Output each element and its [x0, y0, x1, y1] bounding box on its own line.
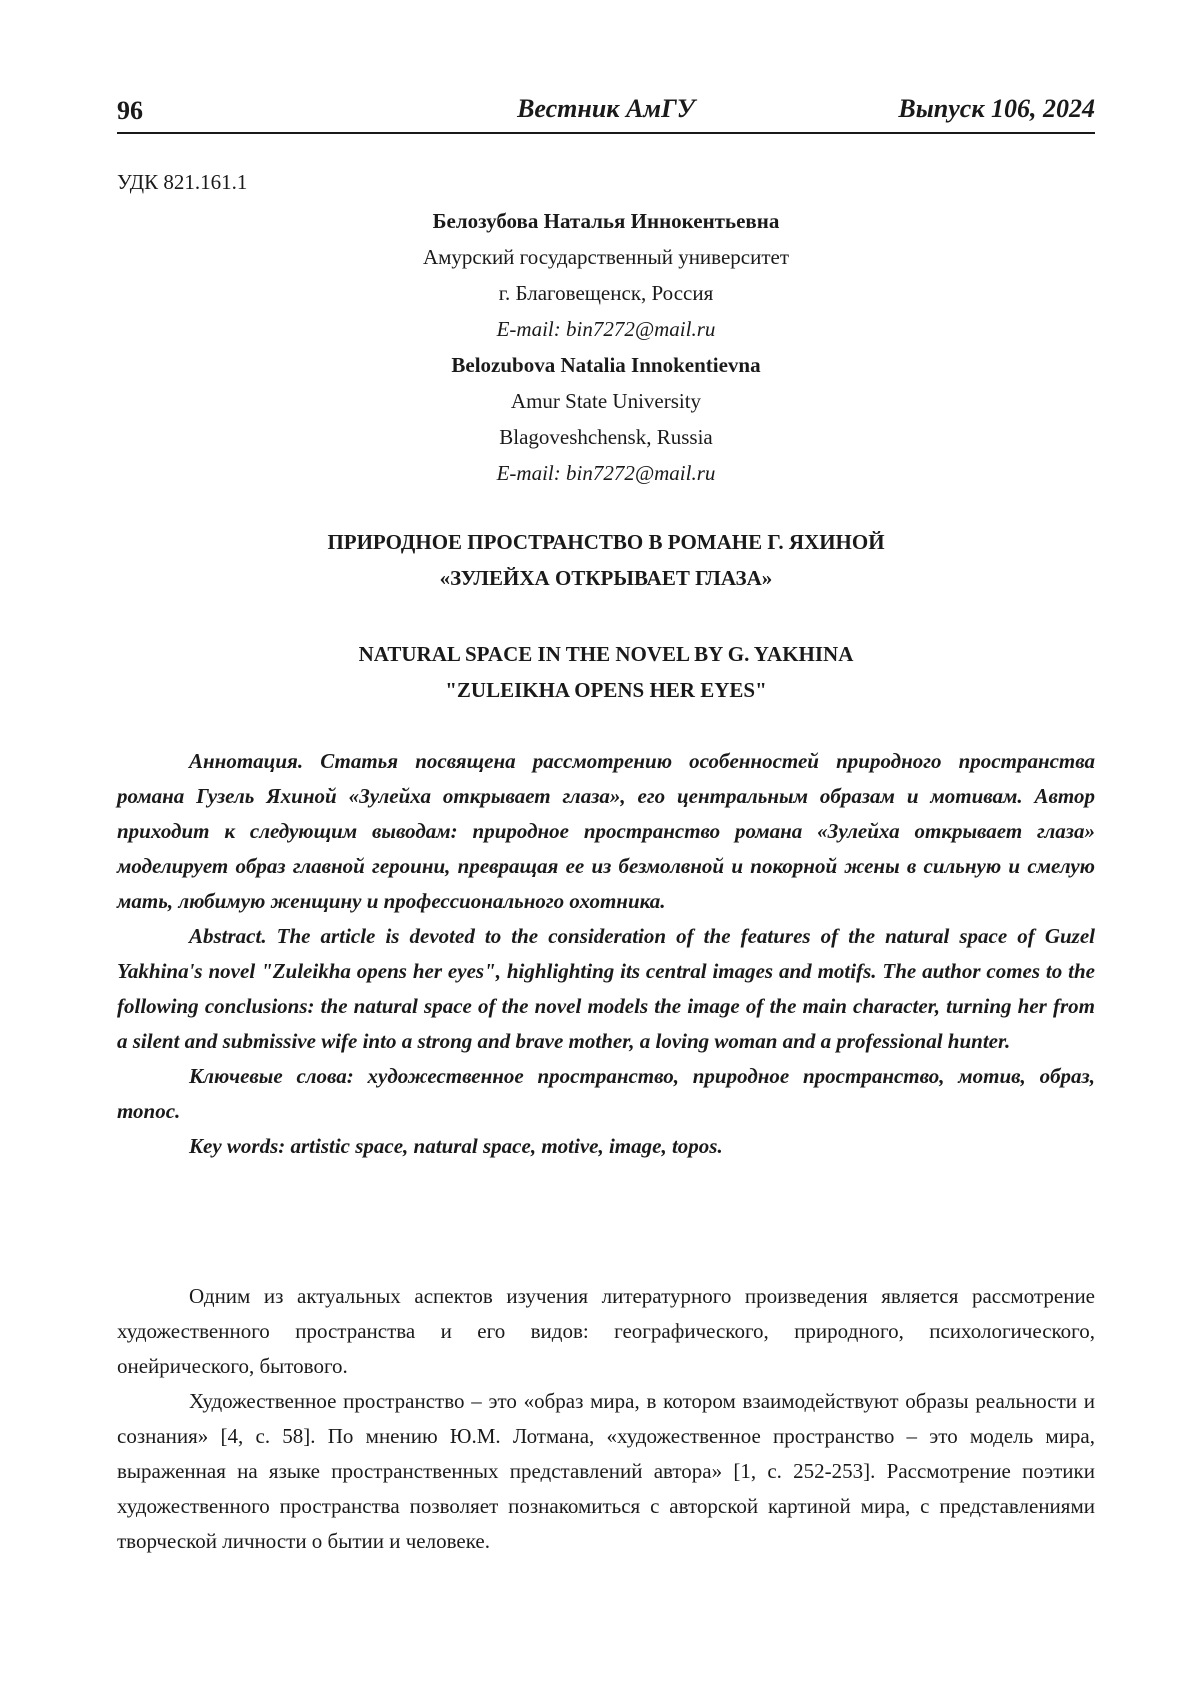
author-email-en: E-mail: bin7272@mail.ru	[496, 461, 716, 485]
body-paragraph-2: Художественное пространство – это «образ мира, в котором взаимодействуют образы реальности и сознания» [4, с. 58]. По мнению Ю.М. Лотмана, «художественное пространство – это модель мира, выраженная на языке пространственных представлений автора» [1, с. 252-253]. Рассмотрение поэтики художественного пространства позволяет познакомиться с авторской картиной мира, с представлениями творческой личности о бытии и человеке.	[117, 1389, 1095, 1553]
issue-info: Выпуск 106, 2024	[898, 94, 1095, 123]
title-ru-line-1: ПРИРОДНОЕ ПРОСТРАНСТВО В РОМАНЕ Г. ЯХИНОЙ	[327, 530, 885, 554]
udc-code: УДК 821.161.1	[117, 170, 248, 194]
author-email-ru: E-mail: bin7272@mail.ru	[496, 317, 716, 341]
keywords-ru: Ключевые слова: художественное пространство, природное пространство, мотив, образ, топос.	[117, 1064, 1095, 1123]
article-body	[117, 1279, 1095, 1559]
page-number: 96	[117, 96, 143, 125]
author-block	[117, 203, 1095, 491]
body-paragraph-1: Одним из актуальных аспектов изучения литературного произведения является рассмотрение художественного пространства и его видов: географического, природного, психологического, онейрического, бытового.	[117, 1284, 1095, 1378]
abstract-en: Abstract. The article is devoted to the consideration of the features of the natural space of Guzel Yakhina's novel "Zuleikha opens her eyes", highlighting its central images and motifs. The author comes to the following conclusions: the natural space of the novel models the image of the main character, turning her from a silent and submissive wife into a strong and brave mother, a loving woman and a professional hunter.	[117, 924, 1095, 1053]
title-en-line-2: "ZULEIKHA OPENS HER EYES"	[445, 678, 767, 702]
author-affiliation-en: Amur State University	[510, 389, 702, 413]
abstract-section	[117, 744, 1095, 1164]
article-title-en	[117, 636, 1095, 708]
author-affiliation-ru: Амурский государственный университет	[422, 245, 790, 269]
author-city-en: Blagoveshchensk, Russia	[499, 425, 713, 449]
author-city-ru: г. Благовещенск, Россия	[498, 281, 714, 305]
article-title-ru	[117, 524, 1095, 596]
abstract-ru: Аннотация. Статья посвящена рассмотрению особенностей природного пространства романа Гузель Яхиной «Зулейха открывает глаза», его центральным образам и мотивам. Автор приходит к следующим выводам: природное пространство романа «Зулейха открывает глаза» моделирует образ главной героини, превращая ее из безмолвной и покорной жены в сильную и смелую мать, любимую женщину и профессионального охотника.	[117, 749, 1095, 913]
title-ru-line-2: «ЗУЛЕЙХА ОТКРЫВАЕТ ГЛАЗА»	[439, 566, 773, 590]
author-name-ru: Белозубова Наталья Иннокентьевна	[432, 209, 780, 233]
author-name-en: Belozubova Natalia Innokentievna	[451, 353, 761, 377]
keywords-en: Key words: artistic space, natural space, motive, image, topos.	[189, 1134, 723, 1158]
title-en-line-1: NATURAL SPACE IN THE NOVEL BY G. YAKHINA	[358, 642, 854, 666]
journal-name: Вестник АмГУ	[517, 94, 695, 123]
running-header	[117, 86, 1095, 134]
